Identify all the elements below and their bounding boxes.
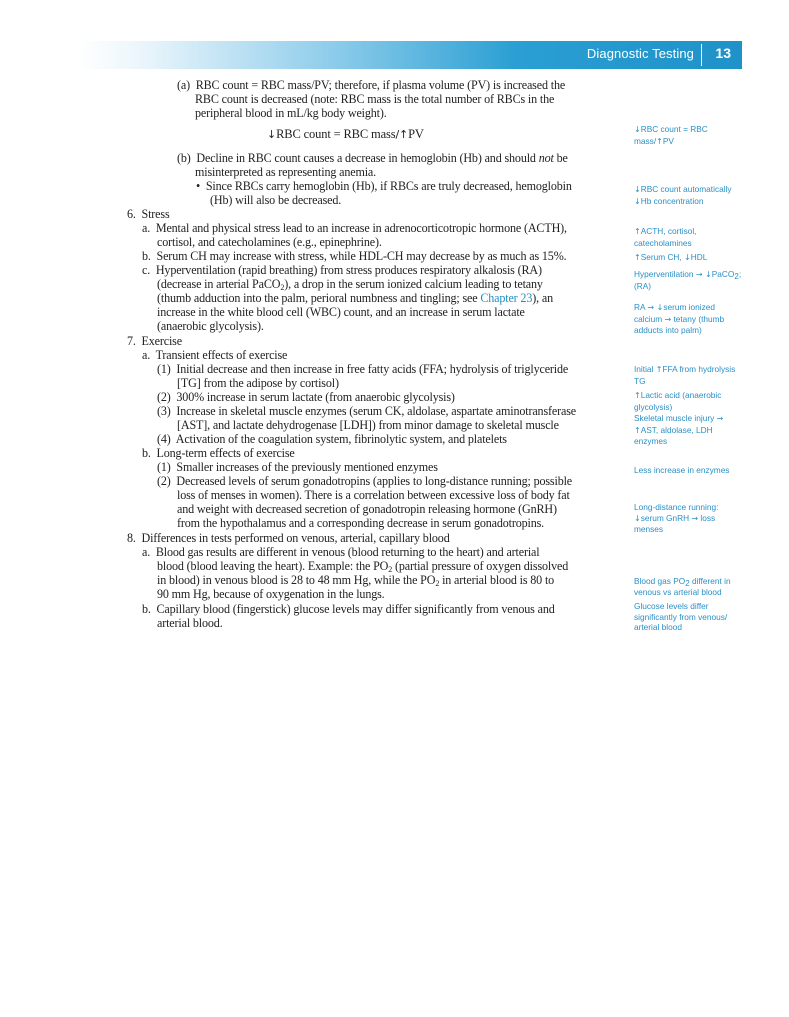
body-line: 90 mm Hg, because of oxygenation in the lungs. xyxy=(157,587,385,601)
body-line: cortisol, and catecholamines (e.g., epinephrine). xyxy=(157,235,382,249)
body-line: (4) Activation of the coagulation system, fibrinolytic system, and platelets xyxy=(157,432,507,446)
margin-note-long-distance: Long-distance running: ↓serum GnRH → loss menses xyxy=(634,502,719,534)
margin-note-lactic-acid: ↑Lactic acid (anaerobic glycolysis) xyxy=(634,390,722,412)
body-line: c. Hyperventilation (rapid breathing) from stress produces respiratory alkalosis (RA) xyxy=(142,263,542,277)
body-line: and weight with decreased secretion of gonadotropin releasing hormone (GnRH) xyxy=(177,502,557,516)
up-arrow-icon: /↑ xyxy=(395,128,409,141)
body-line: (2) Decreased levels of serum gonadotropins (applies to long-distance running; possible xyxy=(157,474,573,488)
margin-note-blood-gas: Blood gas $PO_2$ different in venous vs arterial blood xyxy=(634,576,731,597)
body-line: [AST], and lactate dehydrogenase [LDH]) from minor damage to skeletal muscle xyxy=(177,418,559,432)
up-arrow-icon: ↑ xyxy=(634,253,641,262)
right-arrow-icon: → xyxy=(691,513,699,523)
body-line: RBC count is decreased (note: RBC mass is the total number of RBCs in the xyxy=(195,92,555,106)
bullet-item: • Since RBCs carry hemoglobin (Hb), if RBCs are truly decreased, hemoglobin xyxy=(196,179,572,193)
down-arrow-icon: ↓ xyxy=(684,253,691,262)
body-line: a. Blood gas results are different in venous (blood returning to the heart) and arterial xyxy=(142,545,540,559)
margin-note-ra-tetany: RA → ↓serum ionized calcium → tetany (thumb adducts into palm) xyxy=(634,302,725,335)
up-arrow-icon: ↑ xyxy=(634,391,641,400)
margin-note-glucose: Glucose levels differ significantly from venous/ arterial blood xyxy=(634,601,728,632)
body-line: b. Serum CH may increase with stress, while HDL-CH may decrease by as much as 15%. xyxy=(142,249,567,263)
right-arrow-icon: → xyxy=(664,314,672,324)
body-line: (thumb adduction into the palm, perioral numbness and tingling; see Chapter 23), an xyxy=(157,291,553,305)
body-line: in blood) in venous blood is 28 to 48 mm Hg, while the $PO_2$ in arterial blood is 80 to xyxy=(157,573,555,588)
margin-note-serum-ch: ↑Serum CH, ↓HDL xyxy=(634,252,708,262)
body-line: a. Mental and physical stress lead to an increase in adrenocorticotropic hormone (ACTH), xyxy=(142,221,567,235)
chapter-23-link[interactable]: Chapter 23 xyxy=(480,291,533,305)
right-arrow-icon: → xyxy=(647,303,655,312)
body-line: b. Long-term effects of exercise xyxy=(142,446,295,460)
body-line: [TG] from the adipose by cortisol) xyxy=(177,376,339,390)
margin-note-enzymes: Less increase in enzymes xyxy=(634,465,730,475)
body-line: blood (blood leaving the heart). Example: the $PO_2$ (partial pressure of oxygen dissolved xyxy=(157,559,569,574)
rbc-equation: ↓RBC count = RBC mass/↑PV xyxy=(267,127,424,141)
body-line: (a) RBC count = RBC mass/PV; therefore, if plasma volume (PV) is increased the xyxy=(177,78,566,92)
body-line: (1) Smaller increases of the previously mentioned enzymes xyxy=(157,460,438,474)
body-line: a. Transient effects of exercise xyxy=(142,348,288,362)
body-line: b. Capillary blood (fingerstick) glucose levels may differ significantly from venous and xyxy=(142,602,555,616)
section-heading: 6. Stress xyxy=(127,207,170,221)
body-line: (anaerobic glycolysis). xyxy=(157,319,264,333)
section-heading: 7. Exercise xyxy=(127,334,182,348)
margin-note-hb: ↓RBC count automatically ↓Hb concentration xyxy=(634,184,732,206)
body-line: (decrease in arterial PaCO$_2$), a drop in the serum ionized calcium leading to tetany xyxy=(157,277,543,292)
down-arrow-icon: ↓ xyxy=(634,513,641,523)
up-arrow-icon: ↑ xyxy=(656,136,663,146)
body-line: from the hypothalamus and a corresponding decrease in serum gonadotropins. xyxy=(177,516,545,530)
down-arrow-icon: ↓ xyxy=(702,270,712,279)
body-line: peripheral blood in mL/kg body weight). xyxy=(195,106,387,120)
section-heading: 8. Differences in tests performed on venous, arterial, capillary blood xyxy=(127,531,450,545)
margin-note-ffa: Initial ↑FFA from hydrolysis TG xyxy=(634,364,736,386)
margin-note-muscle-injury: Skeletal muscle injury → ↑AST, aldolase, LDH enzymes xyxy=(634,413,724,446)
down-arrow-icon: ↓ xyxy=(634,125,641,134)
body-line: (3) Increase in skeletal muscle enzymes (serum CK, aldolase, aspartate aminotransferase xyxy=(157,404,576,418)
body-line: (b) Decline in RBC count causes a decrease in hemoglobin (Hb) and should not be xyxy=(177,151,568,165)
body-line: (2) 300% increase in serum lactate (from anaerobic glycolysis) xyxy=(157,390,455,404)
up-arrow-icon: ↑ xyxy=(634,227,641,236)
header-title: Diagnostic Testing xyxy=(586,46,694,61)
down-arrow-icon: ↓ xyxy=(654,303,664,312)
body-line: increase in the white blood cell (WBC) count, and an increase in serum lactate xyxy=(157,305,525,319)
body-line: (1) Initial decrease and then increase in free fatty acids (FFA; hydrolysis of triglyceride xyxy=(157,362,569,376)
down-arrow-icon: ↓ xyxy=(634,185,641,194)
up-arrow-icon: ↑ xyxy=(634,425,641,435)
body-line: arterial blood. xyxy=(157,616,223,630)
down-arrow-icon: ↓ xyxy=(267,128,277,141)
margin-note-acth: ↑ACTH, cortisol, catecholamines xyxy=(634,226,697,248)
down-arrow-icon: ↓ xyxy=(634,196,641,206)
up-arrow-icon: ↑ xyxy=(655,365,663,374)
margin-note-rbc-count: ↓RBC count = RBC mass/↑PV xyxy=(634,124,708,146)
body-line: loss of menses in women). There is a correlation between excessive loss of body fat xyxy=(177,488,570,502)
right-arrow-icon: → xyxy=(695,270,703,279)
body-line: misinterpreted as representing anemia. xyxy=(195,165,377,179)
body-line: (Hb) will also be decreased. xyxy=(210,193,342,207)
margin-note-hyperventilation: Hyperventilation → ↓PaCO$_2$; (RA) xyxy=(634,269,742,291)
right-arrow-icon: → xyxy=(716,414,724,423)
page-number: 13 xyxy=(715,45,731,61)
